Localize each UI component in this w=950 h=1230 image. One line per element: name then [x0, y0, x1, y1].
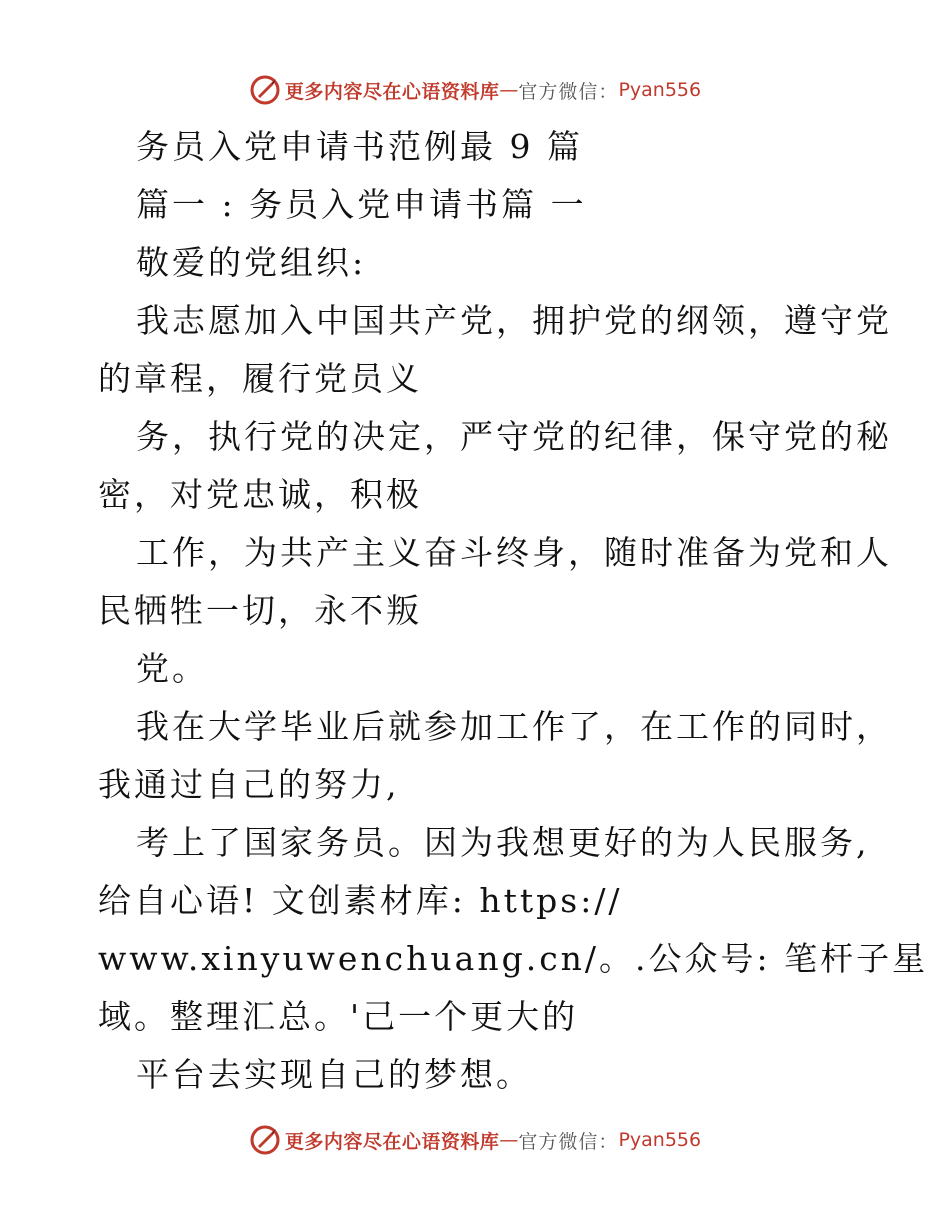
text-line: 给自心语! 文创素材库: https:// — [98, 881, 623, 920]
watermark-brand: 更多内容尽在心语资料库 — [284, 1130, 500, 1153]
watermark-wechat-id: Pyan556 — [618, 1129, 702, 1151]
text-line: www.xinyuwenchuang.cn/。.公众号: 笔杆子星 — [98, 939, 929, 978]
text-line: 民牺牲一切，永不叛 — [98, 591, 422, 630]
text-line: 平台去实现自己的梦想。 — [136, 1055, 532, 1094]
text-line: 我在大学毕业后就参加工作了，在工作的同时， — [136, 707, 892, 746]
watermark-footer — [0, 1120, 950, 1160]
text-line: 务员入党申请书范例最 9 篇 — [136, 127, 583, 166]
text-line: 我志愿加入中国共产党，拥护党的纲领，遵守党 — [136, 301, 892, 340]
text-line: 党。 — [136, 649, 208, 688]
watermark-official-label: 官方微信： — [518, 1130, 619, 1153]
text-line: 敬爱的党组织: — [136, 243, 367, 282]
text-line: 工作，为共产主义奋斗终身，随时准备为党和人 — [136, 533, 892, 572]
text-line: 域。整理汇总。'己一个更大的 — [98, 997, 579, 1036]
text-line: 篇一 : 务员入党申请书篇 一 — [136, 185, 587, 224]
text-line: 的章程，履行党员义 — [98, 359, 422, 398]
watermark-dash: — — [499, 1129, 519, 1151]
watermark-wechat-id: Pyan556 — [618, 79, 702, 101]
text-line: 务，执行党的决定，严守党的纪律，保守党的秘 — [136, 417, 892, 456]
document-body — [98, 118, 929, 1104]
watermark-brand: 更多内容尽在心语资料库 — [284, 80, 500, 103]
watermark-dash: — — [499, 79, 519, 101]
watermark-official-label: 官方微信： — [518, 80, 619, 103]
quill-logo-icon — [249, 74, 281, 106]
text-line: 密，对党忠诚，积极 — [98, 475, 422, 514]
watermark-header — [0, 70, 950, 110]
quill-logo-icon — [249, 1124, 281, 1156]
text-line: 考上了国家务员。因为我想更好的为人民服务, — [136, 823, 870, 862]
text-line: 我通过自己的努力, — [98, 765, 400, 804]
